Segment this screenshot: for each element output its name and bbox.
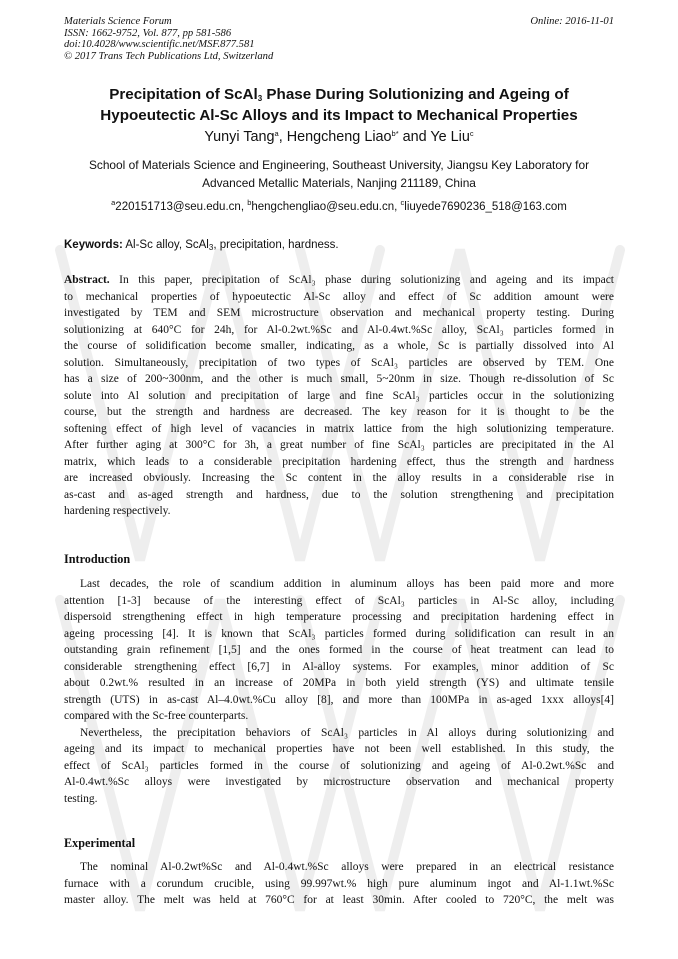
email-link[interactable]: hengchengliao@seu.edu.cn [251,201,395,213]
email-link[interactable]: 220151713@seu.edu.cn [115,201,241,213]
email-link[interactable]: liuyede7690236_518@163.com [404,201,567,213]
author-name: Ye Liu [430,129,470,145]
affiliation-line-1: School of Materials Science and Engineering, Southeast University, Jiangsu Key Laboratory for [88,158,590,172]
author-name: Hengcheng Liao [286,129,392,145]
abstract-line: solution. Simultaneously, precipitation of two types of ScAl₃ particles are observed by TEM. One [64,356,614,369]
journal-header [64,16,273,62]
abstract-line: solutionizing at 640°C for 24h, for Al-0.2wt.%Sc and Al-0.4wt.%Sc alloy, ScAl₃ particles formed in [64,323,614,336]
intro-line: compared with the Sc-free counterparts. [64,710,249,722]
abstract-line: After further aging at 300°C for 3h, a great number of fine ScAl₃ particles are precipitated in the Al [64,439,614,451]
experimental-line: The nominal Al-0.2wt%Sc and Al-0.4wt.%Sc alloys were prepared in an electrical resistance [80,861,614,873]
keywords-label: Keywords: [64,239,123,251]
experimental-line: furnace with a corundum crucible, using 99.997wt.% high pure aluminum ingot and Al-1.1wt.%Sc [64,877,614,890]
abstract-line: has a size of 200~300nm, and the other is much small, 5~20nm in size. Though re-dissolution of Sc [64,373,614,385]
journal-name: Materials Science Forum [64,16,172,27]
intro-line: Al-0.4wt.%Sc alloys were investigated by microstructure observation and mechanical property [64,776,614,788]
abstract-line: softening effect of high level of vacancies in matrix lattice from the high solutionizing temperature. [64,422,614,435]
online-date: Online: 2016-11-01 [530,16,614,27]
intro-line: outstanding grain refinement [1,5] and the ones formed in the course of heat treatment can lead to [64,644,614,656]
paper-title-line-2: Hypoeutectic Al-Sc Alloys and its Impact to Mechanical Properties [100,107,578,124]
introduction-section [64,576,614,807]
copyright-line: © 2017 Trans Tech Publications Ltd, Switzerland [64,50,274,62]
intro-line: attention [1-3] because of the interesting effect of ScAl₃ particles in Al-Sc alloy, including [64,594,614,607]
abstract-line: investigated by TEM and SEM microstructure observation and mechanical property testing. During [64,307,614,319]
intro-line: strength (UTS) in as-cast Al–4.0wt.%Cu alloy [8], and more than 100MPa in as-aged 1xxx alloys[4] [64,693,614,706]
experimental-line: master alloy. The melt was held at 760°C for at least 30min. After cooled to 720°C, the melt was [64,894,614,906]
intro-line: Last decades, the role of scandium addition in aluminum alloys has been paid more and more [80,578,614,590]
intro-line: testing. [64,792,98,805]
abstract-section [64,272,614,520]
abstract-line: to mechanical properties of hypoeutectic Al-Sc alloy and effect of Sc addition amount were [64,290,614,303]
intro-line: ageing and its impact to mechanical properties have not been well established. In this study, the [64,743,614,755]
affiliation-line-2: Advanced Metallic Materials, Nanjing 211189, China [202,176,476,190]
intro-line: considerable strengthening effect [6,7] in Al-alloy systems. For examples, minor addition of Sc [64,660,614,673]
keywords: Keywords: Al-Sc alloy, ScAl$_3$, precipitation, hardness. [64,239,339,252]
intro-line: effect of ScAl₃ particles formed in the course of solutionizing and ageing of Al-0.2wt.%Sc and [64,759,614,772]
abstract-line: the course of solidification become smaller, indicating, as a whole, Sc is partially dissolved into Al [64,340,614,352]
experimental-section [64,859,614,909]
intro-line: dispersoid strengthening effect in high temperature processing and precipitation hardening effect in [64,611,614,623]
intro-line: Nevertheless, the precipitation behaviors of ScAl₃ particles in Al alloys during solutionizing and [80,726,614,739]
doi-line: doi:10.4028/www.scientific.net/MSF.877.581 [64,39,255,51]
introduction-heading: Introduction [64,552,131,566]
intro-line: ageing processing [4]. It is known that ScAl₃ particles formed during solidification can result in an [64,627,614,640]
abstract-line: hardening respectively. [64,505,171,517]
abstract-line: Abstract. In this paper, precipitation of ScAl₃ phase during solutionizing and ageing and its impact [64,274,614,286]
abstract-line: as-cast and as-aged strength and hardness, due to the solution strengthening and precipitation [64,488,614,501]
issn-line: ISSN: 1662-9752, Vol. 877, pp 581-586 [64,27,232,39]
abstract-line: are increased obviously. Increasing the Sc content in the alloy results in a considerable rise in [64,472,614,484]
experimental-heading: Experimental [64,836,136,850]
abstract-line: solute into Al solution and precipitation of large and fine ScAl₃ particles occur in the solutionizing [64,389,614,402]
abstract-line: matrix, which leads to a considerable precipitation hardening effect, thus the strength and hardness [64,455,614,468]
intro-line: about 0.2wt.% resulted in an increase of 20MPa in both yield strength (YS) and ultimate tensile [64,677,614,689]
author-emails: $^a$220151713@seu.edu.cn, $^b$hengchengliao@seu.edu.cn, $^c$liuyede7690236_518@163.com [111,198,567,213]
paper-title-line-1: Precipitation of ScAl$_3$ Phase During Solutionizing and Ageing of [109,86,569,103]
author-name: Yunyi Tang [204,129,275,145]
abstract-label: Abstract. [64,274,110,286]
author-list: Yunyi Tang$^a$, Hengcheng Liao$^{b*}$ and Ye Liu$^c$ [204,129,474,145]
abstract-line: course, but the strength and hardness are decreased. The key reason for it is thought to be the [64,406,614,418]
